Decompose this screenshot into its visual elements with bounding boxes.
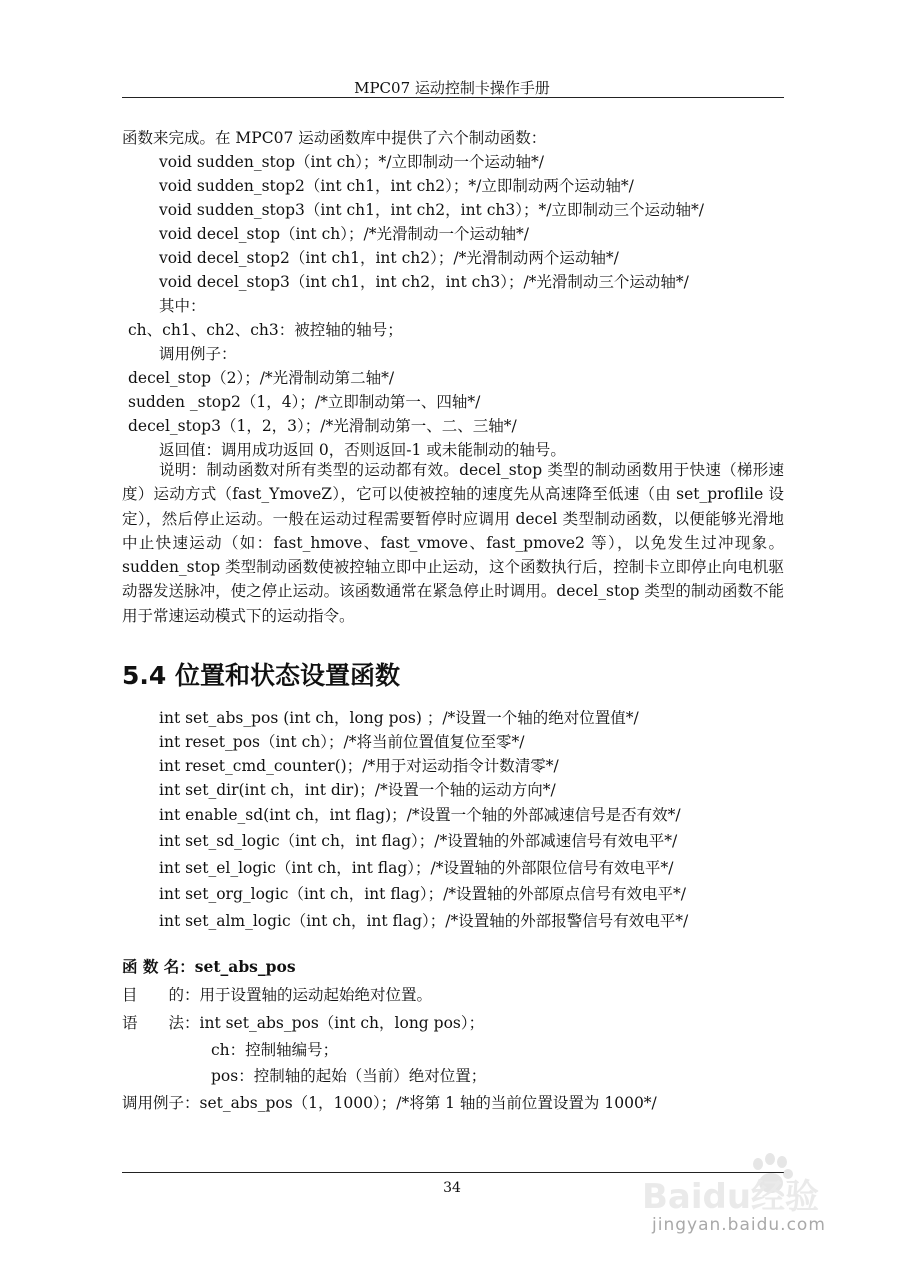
example-line: decel_stop3（1，2，3）；/*光滑制动第一、二、三轴*/	[128, 417, 517, 435]
intro-line: 函数来完成。在 MPC07 运动函数库中提供了六个制动函数：	[122, 129, 547, 147]
position-function-line: int set_dir(int ch，int dir)；/*设置一个轴的运动方向*/	[159, 781, 556, 799]
position-function-line: int set_org_logic（int ch，int flag）；/*设置轴的外部原点信号有效电平*/	[159, 885, 687, 903]
stop-function-line: void sudden_stop2（int ch1，int ch2）；*/立即制动两个运动轴*/	[159, 177, 634, 195]
header-rule	[122, 97, 784, 98]
baidu-jingyan-watermark-logo	[640, 1150, 870, 1250]
function-syntax: 语 法：int set_abs_pos（int ch，long pos）；	[122, 1014, 485, 1032]
stop-function-line: void decel_stop3（int ch1，int ch2，int ch3）；/*光滑制动三个运动轴*/	[159, 273, 689, 291]
function-name-label: 函 数 名：	[122, 957, 195, 976]
call-example: 调用例子：set_abs_pos（1，1000）；/*将第 1 轴的当前位置设置为 1000*/	[122, 1094, 657, 1112]
watermark-url: jingyan.baidu.com	[652, 1215, 826, 1235]
examples-label: 调用例子：	[159, 345, 237, 363]
params-line: ch、ch1、ch2、ch3：被控轴的轴号；	[128, 321, 403, 339]
stop-function-line: void decel_stop2（int ch1，int ch2）；/*光滑制动两个运动轴*/	[159, 249, 619, 267]
position-function-line: int set_abs_pos (int ch，long pos) ；/*设置一个轴的绝对位置值*/	[159, 709, 639, 727]
position-function-line: int enable_sd(int ch，int flag)；/*设置一个轴的外部减速信号是否有效*/	[159, 806, 681, 824]
explanation-paragraph: 说明：制动函数对所有类型的运动都有效。decel_stop 类型的制动函数用于快速（梯形速度）运动方式（fast_YmoveZ），它可以使被控轴的速度先从高速降至低速（由 set_proflile 设定），然后停止运动。一般在运动过程需要暂停时应调用 decel 类型制动函数，以便能够光滑地中止快速运动（如：fast_hmove、fast_vmove、fast_pmove2 等），以免发生过冲现象。sudden_stop 类型制动函数使被控轴立即中止运动，这个函数执行后，控制卡立即停止向电机驱动器发送脉冲，使之停止运动。该函数通常在紧急停止时调用。decel_stop 类型的制动函数不能用于常速运动模式下的运动指令。	[122, 461, 784, 625]
where-label: 其中：	[159, 297, 206, 315]
param-ch: ch：控制轴编号；	[211, 1041, 339, 1059]
position-function-line: int set_alm_logic（int ch，int flag）；/*设置轴的外部报警信号有效电平*/	[159, 912, 689, 930]
page-header-title: MPC07 运动控制卡操作手册	[354, 79, 550, 97]
example-line: sudden _stop2（1，4）；/*立即制动第一、四轴*/	[128, 393, 481, 411]
function-name-row	[122, 955, 296, 979]
param-pos: pos：控制轴的起始（当前）绝对位置；	[211, 1067, 487, 1085]
stop-function-line: void sudden_stop3（int ch1，int ch2，int ch3）；*/立即制动三个运动轴*/	[159, 201, 704, 219]
position-function-line: int set_sd_logic（int ch，int flag）；/*设置轴的外部减速信号有效电平*/	[159, 832, 678, 850]
example-line: decel_stop（2）；/*光滑制动第二轴*/	[128, 369, 395, 387]
position-function-line: int reset_cmd_counter()；/*用于对运动指令计数清零*/	[159, 757, 559, 775]
return-value-line: 返回值：调用成功返回 0，否则返回-1 或未能制动的轴号。	[159, 441, 566, 459]
position-function-line: int reset_pos（int ch）；/*将当前位置值复位至零*/	[159, 733, 525, 751]
position-function-line: int set_el_logic（int ch，int flag）；/*设置轴的外部限位信号有效电平*/	[159, 859, 674, 877]
function-name-value: set_abs_pos	[194, 957, 296, 976]
watermark-brand: Baidu经验	[642, 1177, 820, 1217]
section-heading: 5.4 位置和状态设置函数	[122, 661, 400, 690]
stop-function-line: void sudden_stop（int ch）；*/立即制动一个运动轴*/	[159, 153, 544, 171]
page-number: 34	[443, 1180, 461, 1196]
function-purpose: 目 的：用于设置轴的运动起始绝对位置。	[122, 986, 433, 1004]
stop-function-line: void decel_stop（int ch）；/*光滑制动一个运动轴*/	[159, 225, 529, 243]
